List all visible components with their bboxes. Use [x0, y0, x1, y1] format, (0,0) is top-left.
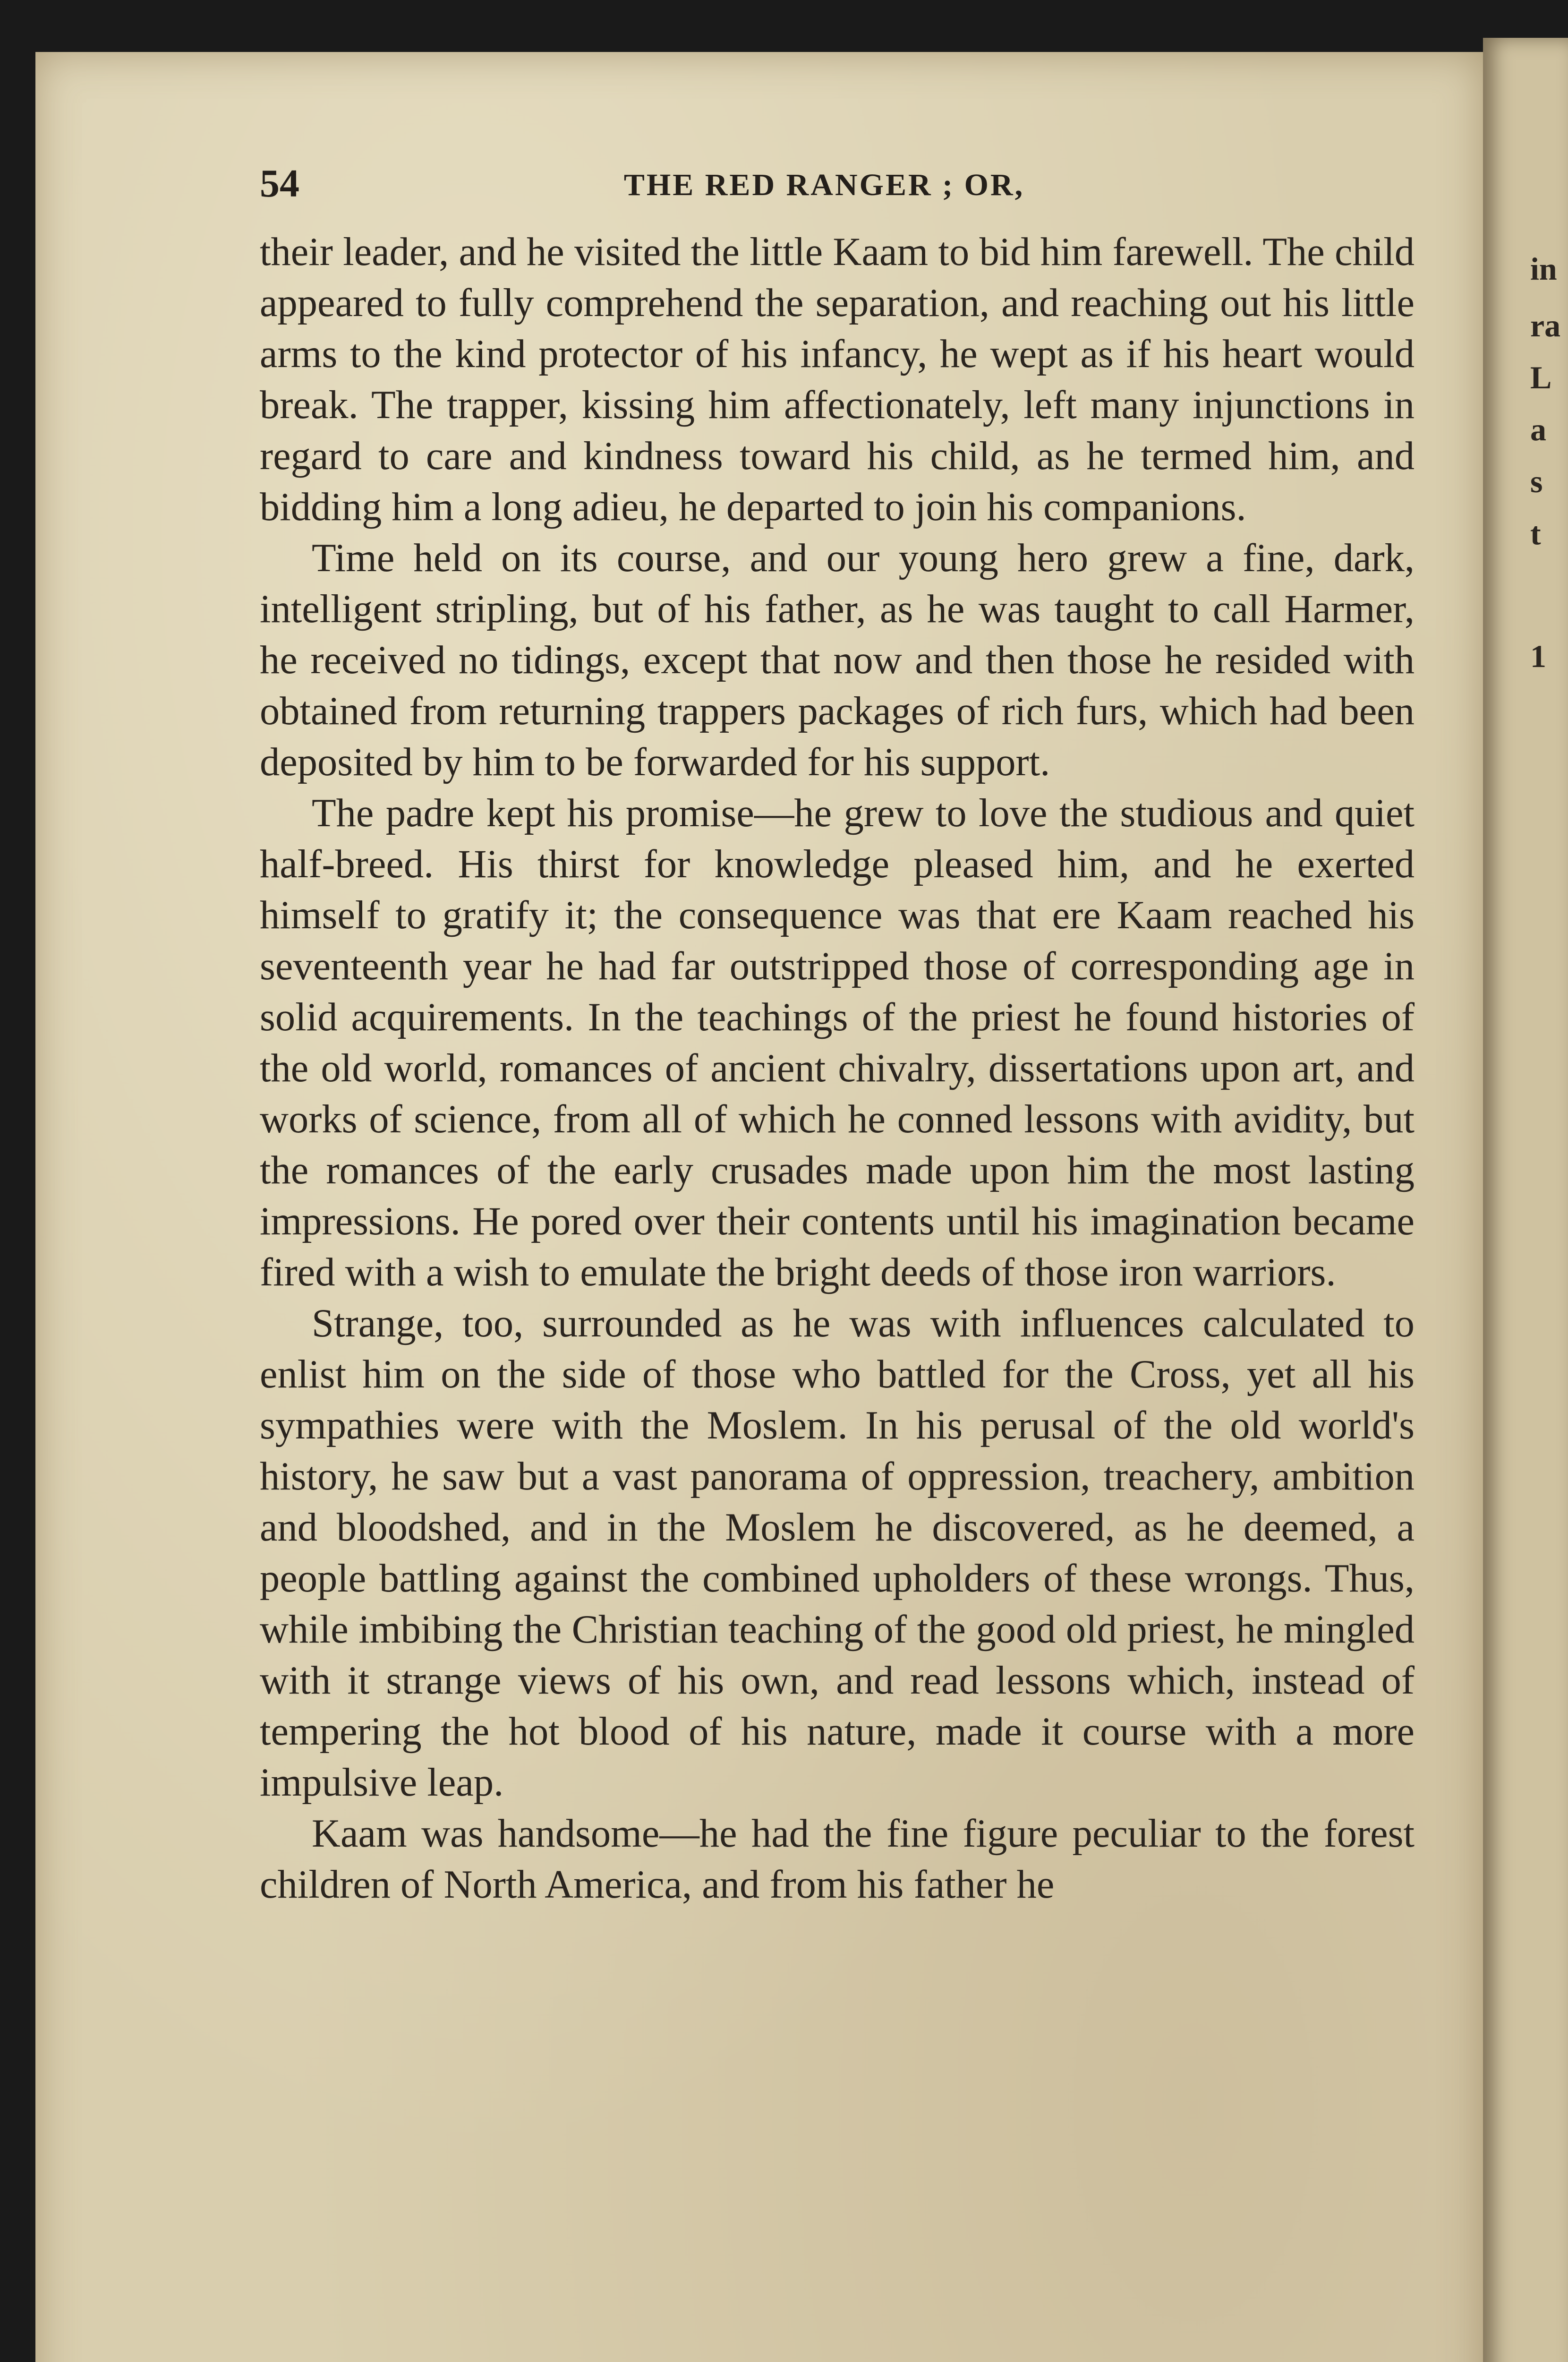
- adjacent-page-fragment: a: [1530, 411, 1546, 447]
- running-title: THE RED RANGER ; OR,: [623, 168, 1025, 202]
- paragraph: Kaam was handsome—he had the fine figure peculiar to the forest children of North America, and from his father he: [260, 1812, 1415, 1907]
- adjacent-page-fragment: s: [1530, 463, 1543, 499]
- page-number: 54: [260, 162, 299, 205]
- paragraph: The padre kept his promise—he grew to love the studious and quiet half-breed. His thirst for knowledge pleased him, and he exerted himself to gratify it; the consequence was that ere Kaam reached his seventeenth year he had far outstripped those of corresponding age in solid acquirements. In the teachings of the priest he found histories of the old world, romances of ancient chivalry, dissertations upon art, and works of science, from all of which he conned lessons with avidity, but the romances of the early crusades made upon him the most lasting impressions. He pored over their contents until his imagination became fired with a wish to emulate the bright deeds of those iron warriors.: [260, 791, 1415, 1294]
- body-text: [260, 227, 1415, 1910]
- adjacent-page-fragment: ra: [1530, 308, 1561, 343]
- adjacent-page-fragment: 1: [1530, 638, 1546, 674]
- page-header: [224, 161, 1424, 213]
- adjacent-page-fragment: in: [1530, 251, 1557, 287]
- paragraph: their leader, and he visited the little Kaam to bid him farewell. The child appeared to fully comprehend the separation, and reaching out his little arms to the kind protector of his infancy, he wept as if his heart would break. The trapper, kissing him affectionately, left many injunctions in regard to care and kindness toward his child, as he termed him, and bidding him a long adieu, he departed to join his companions.: [260, 230, 1415, 529]
- adjacent-page-edge: [1483, 38, 1568, 2362]
- paragraph: Strange, too, surrounded as he was with influences calculated to enlist him on the side of those who battled for the Cross, yet all his sympathies were with the Moslem. In his perusal of the old world's history, he saw but a vast panorama of oppression, treachery, ambition and bloodshed, and in the Moslem he discovered, as he deemed, a people battling against the combined upholders of these wrongs. Thus, while imbibing the Christian teaching of the good old priest, he mingled with it strange views of his own, and read lessons which, instead of tempering the hot blood of his nature, made it course with a more impulsive leap.: [260, 1301, 1415, 1805]
- paragraph: Time held on its course, and our young hero grew a fine, dark, intelligent stripling, but of his father, as he was taught to call Harmer, he received no tidings, except that now and then those he resided with obtained from returning trappers packages of rich furs, which had been deposited by him to be forwarded for his support.: [260, 536, 1415, 784]
- adjacent-page-fragment: t: [1530, 515, 1541, 551]
- adjacent-page-fragment: L: [1530, 359, 1552, 395]
